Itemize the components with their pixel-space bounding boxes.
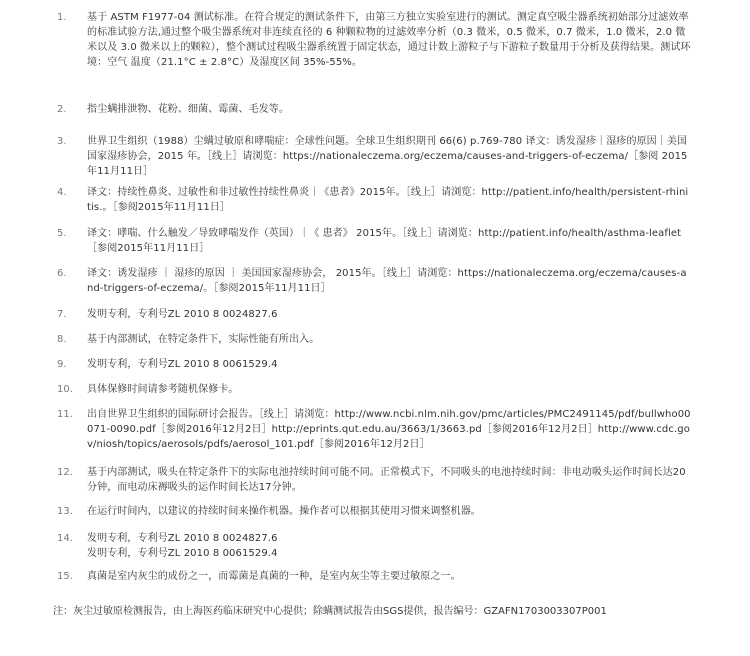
reference-number: 11. bbox=[57, 409, 73, 420]
reference-text: 发明专利，专利号ZL 2010 8 0024827.6 发明专利，专利号ZL 2010 8 0061529.4 bbox=[87, 533, 278, 559]
footer-note: 注：灰尘过敏原检测报告，由上海医药临床研究中心提供；除螨测试报告由SGS提供，报告编号：GZAFN1703003307P001 bbox=[53, 606, 607, 617]
reference-number: 8. bbox=[57, 334, 67, 345]
reference-text: 真菌是室内灰尘的成份之一，而霉菌是真菌的一种，是室内灰尘等主要过敏原之一。 bbox=[87, 571, 461, 582]
reference-item bbox=[0, 357, 750, 382]
reference-item bbox=[0, 465, 750, 504]
reference-text: 发明专利，专利号ZL 2010 8 0061529.4 bbox=[87, 359, 278, 370]
reference-number: 9. bbox=[57, 359, 67, 370]
reference-item bbox=[0, 531, 750, 569]
reference-number: 12. bbox=[57, 467, 73, 478]
reference-number: 3. bbox=[57, 136, 67, 147]
reference-number: 14. bbox=[57, 533, 73, 544]
reference-text: 发明专利，专利号ZL 2010 8 0024827.6 bbox=[87, 309, 278, 320]
reference-number: 15. bbox=[57, 571, 73, 582]
reference-number: 6. bbox=[57, 268, 67, 279]
reference-item bbox=[0, 407, 750, 465]
reference-item bbox=[0, 134, 750, 185]
reference-text: 基于内部测试，吸头在特定条件下的实际电池持续时间可能不同。正常模式下，不同吸头的电池持续时间：非电动吸头运作时间长达20分钟，而电动床褥吸头的运作时间长达17分钟。 bbox=[87, 467, 686, 493]
reference-text: 译文：诱发湿疹 ｜ 湿疹的原因 ｜ 美国国家湿疹协会， 2015年。［线上］请浏览：https://nationaleczema.org/eczema/causes-and-triggers-of-eczema/。［参阅2015年11月11日］ bbox=[87, 268, 687, 294]
reference-number: 5. bbox=[57, 228, 67, 239]
reference-number: 7. bbox=[57, 309, 67, 320]
reference-number: 10. bbox=[57, 384, 73, 395]
reference-list bbox=[0, 10, 750, 591]
reference-item bbox=[0, 102, 750, 134]
reference-item bbox=[0, 266, 750, 307]
reference-text: 译文：哮喘、什么触发／导致哮喘发作（英国）｜《 患者》 2015年。［线上］请浏览：http://patient.info/health/asthma-leaflet［参阅2015年11月11日］ bbox=[87, 228, 682, 254]
reference-text: 在运行时间内，以建议的持续时间来操作机器。操作者可以根据其使用习惯来调整机器。 bbox=[87, 506, 481, 517]
reference-item bbox=[0, 504, 750, 531]
reference-number: 4. bbox=[57, 187, 67, 198]
reference-item bbox=[0, 569, 750, 591]
reference-item bbox=[0, 10, 750, 102]
reference-text: 世界卫生组织（1988）尘螨过敏原和哮喘症：全球性问题。全球卫生组织期刊 66(6) p.769-780 译文：诱发湿疹｜湿疹的原因｜美国国家湿疹协会，2015 年。［线上］请浏览：https://nationaleczema.org/eczema/causes-and-triggers-of-eczema/［参阅 2015 年11月11日］ bbox=[87, 136, 688, 177]
reference-text: 具体保修时间请参考随机保修卡。 bbox=[87, 384, 239, 395]
reference-item bbox=[0, 226, 750, 266]
reference-text: 指尘螨排泄物、花粉、细菌、霉菌、毛发等。 bbox=[87, 104, 289, 115]
reference-text: 基于 ASTM F1977-04 测试标准。在符合规定的测试条件下，由第三方独立实验室进行的测试。测定真空吸尘器系统初始部分过滤效率的标准试验方法,通过整个吸尘器系统对非连续直径的 6 种颗粒物的过滤效率分析（0.3 微米，0.5 微米，0.7 微米，1.0 微米，2.0 微米以及 3.0 微米以上的颗粒），整个测试过程吸尘器系统置于固定状态，通过计数上游粒子与下游粒子数量用于分析及获得结果。测试环境：空气 温度（21.1°C ± 2.8°C）及湿度区间 35%-55%。 bbox=[87, 12, 691, 68]
reference-item bbox=[0, 307, 750, 332]
reference-text: 基于内部测试，在特定条件下，实际性能有所出入。 bbox=[87, 334, 320, 345]
reference-item bbox=[0, 382, 750, 407]
reference-text: 出自世界卫生组织的国际研讨会报告。［线上］请浏览：http://www.ncbi.nlm.nih.gov/pmc/articles/PMC2491145/pdf/bullwho00071-0090.pdf［参阅2016年12月2日］http://eprints.qut.edu.au/3663/1/3663.pd［参阅2016年12月2日］http://www.cdc.gov/niosh/topics/aerosols/pdfs/aerosol_101.pdf［参阅2016年12月2日］ bbox=[87, 409, 691, 450]
reference-number: 13. bbox=[57, 506, 73, 517]
reference-number: 2. bbox=[57, 104, 67, 115]
reference-item bbox=[0, 332, 750, 357]
reference-text: 译文：持续性鼻炎、过敏性和非过敏性持续性鼻炎｜《患者》2015年。［线上］请浏览：http://patient.info/health/persistent-rhinitis.。［参阅2015年11月11日］ bbox=[87, 187, 689, 213]
reference-number: 1. bbox=[57, 12, 67, 23]
reference-item bbox=[0, 185, 750, 226]
